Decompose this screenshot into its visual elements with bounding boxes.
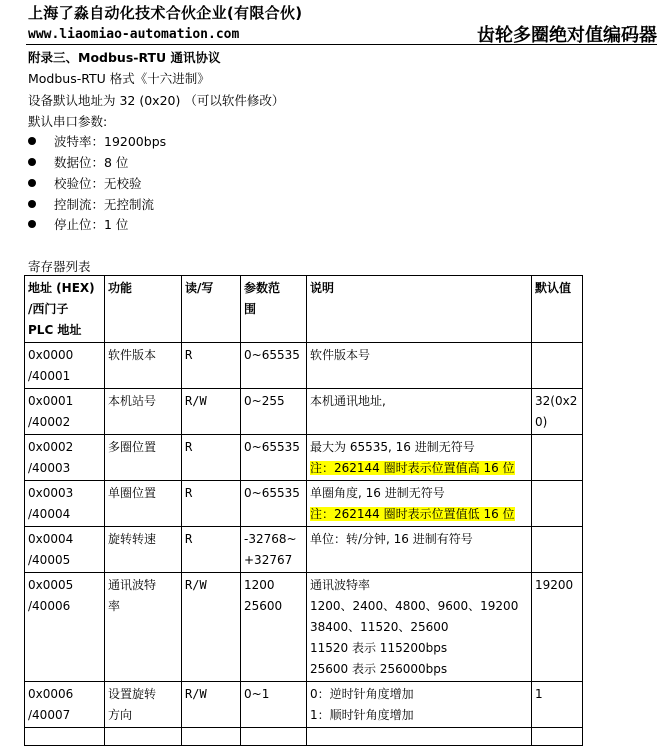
cell-rw-text: R/W	[185, 687, 207, 701]
cell-address	[25, 728, 105, 746]
header-range: 参数范 围	[241, 276, 307, 343]
cell-function-text: 单圈位置	[108, 486, 157, 500]
cell-function	[105, 481, 182, 527]
cell-range	[241, 389, 307, 435]
cell-address	[25, 573, 105, 682]
cell-description	[307, 481, 532, 527]
cell-range	[241, 481, 307, 527]
cell-default	[532, 573, 583, 682]
cell-address	[25, 435, 105, 481]
cell-description-text: 软件版本号	[310, 348, 371, 362]
header-default: 默认值	[532, 276, 583, 343]
cell-description	[307, 527, 532, 573]
cell-rw-text: R	[185, 440, 193, 454]
cell-rw	[182, 527, 241, 573]
cell-rw-text: R	[185, 532, 193, 546]
cell-rw	[182, 682, 241, 728]
cell-function	[105, 389, 182, 435]
bullet-text: 停止位：1 位	[54, 217, 129, 232]
product-title: 齿轮多圈绝对值编码器	[477, 25, 657, 46]
cell-function	[105, 435, 182, 481]
cell-description	[307, 573, 532, 682]
cell-range	[241, 435, 307, 481]
cell-function	[105, 343, 182, 389]
serial-params-label: 默认串口参数:	[28, 114, 108, 129]
cell-address	[25, 481, 105, 527]
cell-rw	[182, 481, 241, 527]
header-description: 说明	[307, 276, 532, 343]
bullet-text: 数据位：8 位	[54, 155, 129, 170]
bullet-icon	[28, 158, 36, 166]
cell-description-text: 单圈角度, 16 进制无符号	[310, 486, 445, 500]
bullet-item	[28, 132, 166, 150]
bullet-icon	[28, 220, 36, 228]
cell-description	[307, 682, 532, 728]
header-function: 功能	[105, 276, 182, 343]
cell-rw-text: R	[185, 486, 193, 500]
cell-description-text: 最大为 65535, 16 进制无符号	[310, 440, 475, 454]
cell-rw	[182, 728, 241, 746]
table-caption: 寄存器列表	[28, 259, 91, 274]
cell-rw-text: R/W	[185, 578, 207, 592]
cell-default	[532, 728, 583, 746]
highlighted-note: 注：262144 圈时表示位置值高 16 位	[310, 461, 515, 475]
cell-default	[532, 343, 583, 389]
bullet-icon	[28, 200, 36, 208]
bullet-icon	[28, 137, 36, 145]
cell-function	[105, 682, 182, 728]
cell-rw-text: R/W	[185, 394, 207, 408]
bullet-text: 波特率：19200bps	[54, 134, 167, 149]
cell-description-text: 单位：转/分钟, 16 进制有符号	[310, 532, 473, 546]
cell-default	[532, 435, 583, 481]
cell-rw	[182, 389, 241, 435]
cell-range-text: 0~65535	[244, 440, 300, 454]
cell-address-text: 0x0003 /40004	[28, 486, 74, 521]
cell-address	[25, 389, 105, 435]
table-row	[25, 527, 583, 573]
table-row	[25, 435, 583, 481]
cell-range-text: 0~255	[244, 394, 285, 408]
header-divider	[26, 44, 657, 45]
highlighted-note: 注：262144 圈时表示位置值低 16 位	[310, 507, 515, 521]
cell-description	[307, 728, 532, 746]
section-title: 附录三、Modbus-RTU 通讯协议	[28, 50, 221, 65]
default-address-line: 设备默认地址为 32 (0x20) （可以软件修改）	[28, 93, 285, 108]
cell-default-text: 19200	[535, 578, 574, 592]
cell-range	[241, 728, 307, 746]
table-row	[25, 682, 583, 728]
bullet-item	[28, 215, 128, 233]
table-row	[25, 573, 583, 682]
cell-function	[105, 728, 182, 746]
cell-function-text: 软件版本	[108, 348, 157, 362]
cell-range	[241, 527, 307, 573]
cell-address	[25, 343, 105, 389]
cell-function-text: 旋转转速	[108, 532, 157, 546]
cell-description	[307, 435, 532, 481]
cell-rw	[182, 573, 241, 682]
register-table	[24, 275, 583, 746]
bullet-text: 控制流：无控制流	[54, 197, 155, 212]
table-row	[25, 343, 583, 389]
cell-function-text: 通讯波特 率	[108, 578, 157, 613]
header-address: 地址 (HEX) /西门子 PLC 地址	[25, 276, 105, 343]
cell-description-text: 本机通讯地址,	[310, 394, 386, 408]
table-row	[25, 728, 583, 746]
bullet-item	[28, 174, 142, 192]
table-row	[25, 481, 583, 527]
cell-default	[532, 682, 583, 728]
bullet-item	[28, 153, 128, 171]
bullet-icon	[28, 179, 36, 187]
cell-address-text: 0x0001 /40002	[28, 394, 74, 429]
header-rw: 读/写	[182, 276, 241, 343]
cell-function-text: 设置旋转 方向	[108, 687, 157, 722]
cell-address	[25, 527, 105, 573]
cell-address-text: 0x0006 /40007	[28, 687, 74, 722]
cell-range	[241, 573, 307, 682]
cell-address-text: 0x0005 /40006	[28, 578, 74, 613]
cell-address-text: 0x0004 /40005	[28, 532, 74, 567]
cell-range-text: 0~65535	[244, 486, 300, 500]
cell-address-text: 0x0002 /40003	[28, 440, 74, 475]
format-line: Modbus-RTU 格式《十六进制》	[28, 71, 210, 86]
cell-default	[532, 481, 583, 527]
cell-description-text: 通讯波特率 1200、2400、4800、9600、19200 38400、11520、25600 11520 表示 115200bps 25600 表示 256000bps	[310, 578, 519, 676]
website-url[interactable]: www.liaomiao-automation.com	[28, 27, 240, 42]
cell-default	[532, 389, 583, 435]
cell-address-text: 0x0000 /40001	[28, 348, 74, 383]
cell-function-text: 多圈位置	[108, 440, 157, 454]
cell-rw	[182, 343, 241, 389]
table-header-row	[25, 276, 583, 343]
cell-function-text: 本机站号	[108, 394, 157, 408]
bullet-text: 校验位：无校验	[54, 176, 142, 191]
cell-function	[105, 527, 182, 573]
cell-range-text: 0~1	[244, 687, 270, 701]
cell-default-text: 1	[535, 687, 543, 701]
cell-range-text: -32768~ +32767	[244, 532, 297, 567]
cell-range-text: 1200 25600	[244, 578, 283, 613]
cell-range-text: 0~65535	[244, 348, 300, 362]
company-name: 上海了淼自动化技术合伙企业(有限合伙)	[28, 4, 303, 22]
cell-address	[25, 682, 105, 728]
cell-rw	[182, 435, 241, 481]
cell-range	[241, 343, 307, 389]
bullet-item	[28, 195, 154, 213]
cell-description	[307, 343, 532, 389]
cell-function	[105, 573, 182, 682]
cell-default	[532, 527, 583, 573]
cell-description-text: 0：逆时针角度增加 1：顺时针角度增加	[310, 687, 414, 722]
cell-rw-text: R	[185, 348, 193, 362]
cell-description	[307, 389, 532, 435]
cell-default-text: 32(0x2 0)	[535, 394, 578, 429]
cell-range	[241, 682, 307, 728]
table-row	[25, 389, 583, 435]
